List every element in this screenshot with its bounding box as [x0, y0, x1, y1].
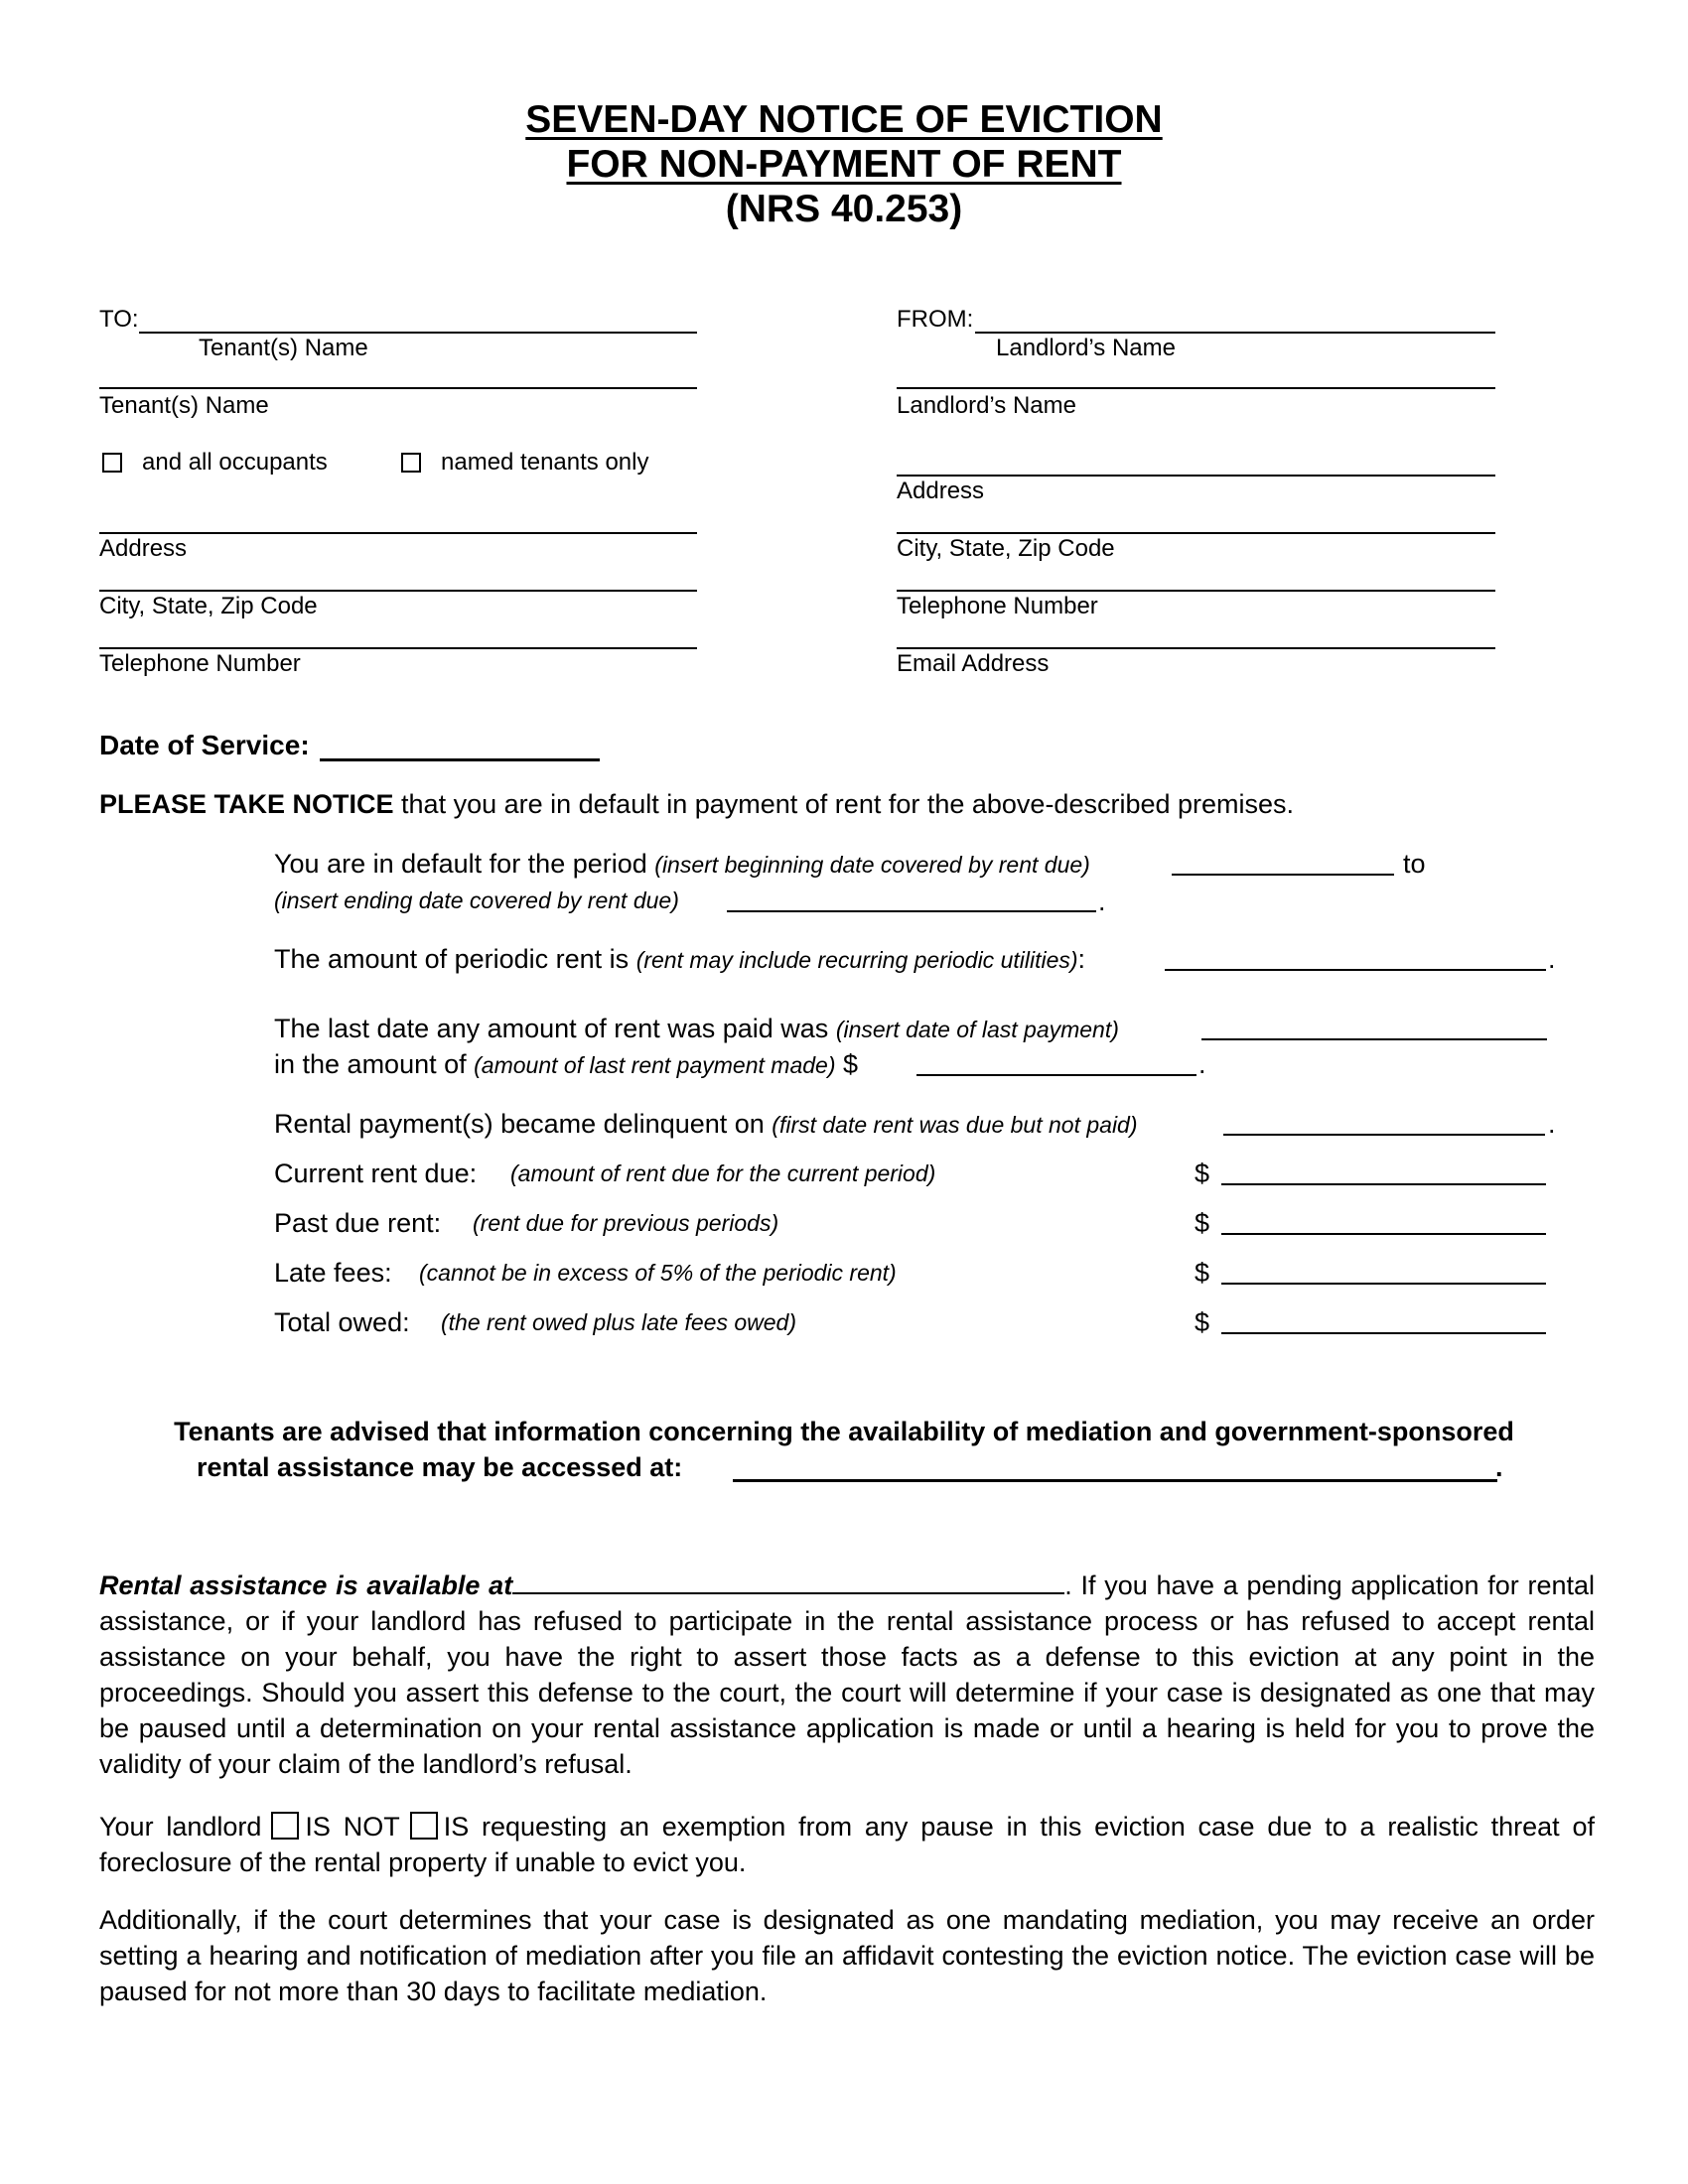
title-line-3: (NRS 40.253)	[725, 188, 963, 230]
tenant-address-field[interactable]	[99, 532, 697, 534]
last-paid-amount-hint: (amount of last rent payment made)	[474, 1052, 836, 1078]
landlord-name-2-field[interactable]	[897, 387, 1495, 389]
periodic-rent-period: .	[1548, 944, 1556, 974]
assistance-url-field[interactable]	[733, 1479, 1497, 1482]
advisory-line-2: rental assistance may be accessed at:	[197, 1452, 683, 1482]
delinquent-period: .	[1548, 1109, 1556, 1139]
tenant-city-field[interactable]	[99, 590, 697, 592]
period-text: You are in default for the period	[274, 849, 655, 879]
periodic-rent-colon: :	[1077, 944, 1086, 974]
exemption-paragraph	[99, 1809, 1595, 1880]
tenant-name-2-field[interactable]	[99, 387, 697, 389]
date-of-service-label: Date of Service:	[99, 730, 310, 760]
amount-dollar: $	[1195, 1258, 1210, 1288]
tenant-phone-label: Telephone Number	[99, 650, 301, 677]
is-checkbox[interactable]	[410, 1812, 438, 1840]
periodic-rent-hint: (rent may include recurring periodic utilities)	[635, 947, 1078, 973]
delinquent-hint: (first date rent was due but not paid)	[772, 1112, 1138, 1138]
last-paid-date-field[interactable]	[1201, 1038, 1547, 1040]
amount-label: Current rent due:	[274, 1159, 478, 1188]
tenant-name-1-field[interactable]	[139, 332, 697, 334]
last-paid-amount-text: in the amount of	[274, 1049, 475, 1079]
date-of-service-field[interactable]	[320, 758, 600, 761]
tenant-city-label: City, State, Zip Code	[99, 593, 318, 619]
landlord-email-field[interactable]	[897, 647, 1495, 649]
last-paid-hint: (insert date of last payment)	[835, 1017, 1119, 1042]
landlord-email-label: Email Address	[897, 650, 1050, 677]
all-occupants-checkbox[interactable]	[102, 453, 122, 473]
amount-dollar: $	[1195, 1208, 1210, 1238]
past-due-rent-field[interactable]	[1221, 1233, 1546, 1235]
periodic-rent-text: The amount of periodic rent is	[274, 944, 636, 974]
period-to-label: to	[1403, 849, 1426, 879]
period-end-field[interactable]	[727, 910, 1096, 912]
landlord-city-field[interactable]	[897, 532, 1495, 534]
amount-label: Late fees:	[274, 1258, 392, 1288]
notice-rest: that you are in default in payment of rent for the above-described premises.	[393, 789, 1295, 819]
period-begin-hint: (insert beginning date covered by rent due)	[654, 852, 1090, 878]
landlord-name-1-label: Landlord’s Name	[996, 335, 1176, 361]
advisory-period: .	[1495, 1452, 1503, 1482]
delinquent-field[interactable]	[1223, 1134, 1545, 1136]
landlord-name-1-field[interactable]	[975, 332, 1495, 334]
amount-label: Total owed:	[274, 1307, 410, 1337]
landlord-phone-field[interactable]	[897, 590, 1495, 592]
last-paid-dollar: $	[843, 1049, 859, 1079]
title-line-2: FOR NON-PAYMENT OF RENT	[566, 143, 1122, 186]
delinquent-text: Rental payment(s) became delinquent on	[274, 1109, 773, 1139]
exemption-lead: Your landlord	[99, 1812, 262, 1842]
rental-assistance-paragraph	[99, 1565, 1595, 1782]
advisory-line-1: Tenants are advised that information concerning the availability of mediation and government-sponsored	[174, 1417, 1514, 1446]
rental-assistance-lead: Rental assistance is available at	[99, 1570, 513, 1600]
landlord-city-label: City, State, Zip Code	[897, 535, 1115, 562]
exemption-is-text: IS requesting an exemption from any pause in this eviction case due to a realistic threat of foreclosure of the rental property if unable to evict you.	[99, 1812, 1595, 1877]
landlord-address-field[interactable]	[897, 475, 1495, 477]
last-paid-amount-field[interactable]	[916, 1074, 1196, 1076]
from-label: FROM:	[897, 306, 974, 333]
to-label: TO:	[99, 306, 139, 333]
is-not-checkbox[interactable]	[271, 1812, 299, 1840]
periodic-rent-line	[274, 941, 1085, 978]
notice-lead: PLEASE TAKE NOTICE	[99, 789, 394, 819]
landlord-address-label: Address	[897, 478, 985, 504]
rental-assistance-field[interactable]	[512, 1565, 1064, 1594]
last-paid-line	[274, 1011, 1119, 1047]
period-end-period: .	[1098, 887, 1106, 916]
periodic-rent-field[interactable]	[1165, 969, 1546, 971]
current-rent-field[interactable]	[1221, 1183, 1546, 1185]
amount-hint: (the rent owed plus late fees owed)	[441, 1309, 796, 1335]
landlord-phone-label: Telephone Number	[897, 593, 1098, 619]
period-end-hint: (insert ending date covered by rent due)	[274, 887, 679, 913]
delinquent-line	[274, 1106, 1138, 1143]
named-tenants-label: named tenants only	[441, 449, 649, 476]
tenant-name-2-label: Tenant(s) Name	[99, 392, 269, 419]
amount-hint: (amount of rent due for the current period)	[510, 1160, 936, 1186]
tenant-name-1-label: Tenant(s) Name	[199, 335, 368, 361]
last-paid-amount-line	[274, 1046, 858, 1083]
last-paid-period: .	[1198, 1049, 1206, 1079]
amount-hint: (rent due for previous periods)	[473, 1210, 779, 1236]
last-paid-text: The last date any amount of rent was paid was	[274, 1014, 836, 1043]
landlord-name-2-label: Landlord’s Name	[897, 392, 1076, 419]
named-tenants-checkbox[interactable]	[401, 453, 421, 473]
period-line	[274, 846, 1090, 883]
total-owed-field[interactable]	[1221, 1332, 1546, 1334]
amount-dollar: $	[1195, 1307, 1210, 1337]
exemption-is-not: IS NOT	[305, 1812, 400, 1842]
rental-assistance-text: . If you have a pending application for rental assistance, or if your landlord has refused to participate in the rental assistance process or has refused to accept rental assistance on your behalf, you have the right to assert those facts as a defense to this eviction at any point in the proceedings. Should you assert this defense to the court, the court will determine if your case is designated as one that may be paused until a determination on your rental assistance application is made or until a hearing is held for you to prove the validity of your claim of the landlord’s refusal.	[99, 1570, 1595, 1779]
notice-statement	[99, 786, 1294, 822]
amount-dollar: $	[1195, 1159, 1210, 1188]
period-begin-field[interactable]	[1172, 874, 1394, 876]
all-occupants-label: and all occupants	[142, 449, 328, 476]
amount-label: Past due rent:	[274, 1208, 442, 1238]
tenant-phone-field[interactable]	[99, 647, 697, 649]
late-fees-field[interactable]	[1221, 1283, 1546, 1285]
tenant-address-label: Address	[99, 535, 188, 562]
title-line-1: SEVEN-DAY NOTICE OF EVICTION	[525, 98, 1163, 141]
mediation-paragraph: Additionally, if the court determines that your case is designated as one mandating mediation, you may receive an order setting a hearing and notification of mediation after you file an affidavit contesting the eviction notice. The eviction case will be paused for not more than 30 days to facilitate mediation.	[99, 1905, 1595, 2006]
amount-hint: (cannot be in excess of 5% of the periodic rent)	[419, 1260, 897, 1286]
